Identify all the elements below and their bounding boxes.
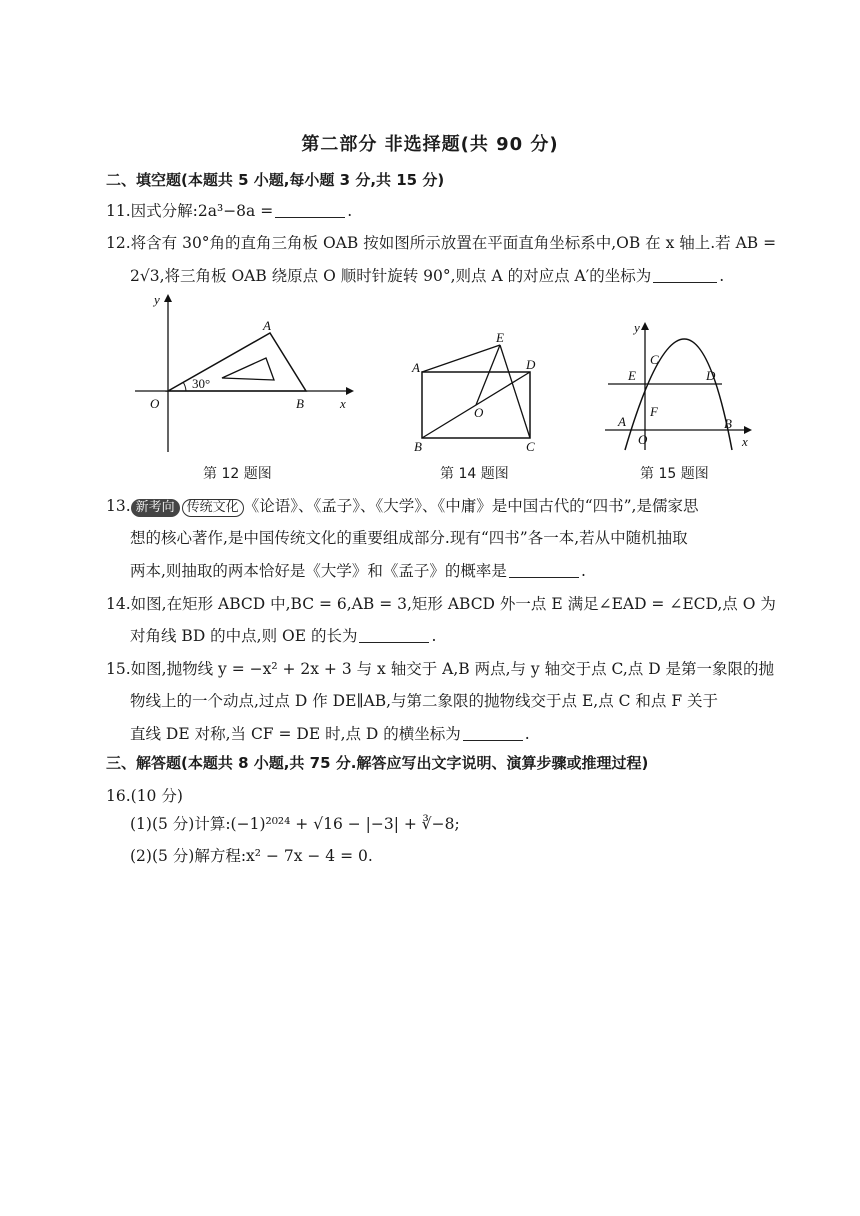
question-16-part1: (1)(5 分)计算:(−1)²⁰²⁴ + √16 − |−3| + ∛−8;	[130, 815, 460, 833]
figure-12	[130, 290, 360, 460]
question-16-part2: (2)(5 分)解方程:x² − 7x − 4 = 0.	[130, 847, 373, 865]
question-15-line3	[130, 724, 530, 744]
question-13-text-end: 两本,则抽取的两本恰好是《大学》和《孟子》的概率是	[130, 562, 507, 580]
question-12-line1: 12.将含有 30°角的直角三角板 OAB 按如图所示放置在平面直角坐标系中,OB 在 x 轴上.若 AB =	[106, 234, 777, 252]
section-fill-in-heading: 二、填空题(本题共 5 小题,每小题 3 分,共 15 分)	[106, 171, 445, 189]
question-11-text: 11.因式分解:2a³−8a =	[106, 202, 274, 220]
fig14-point-d: D	[526, 357, 536, 372]
fig12-angle-label: 30°	[192, 376, 211, 391]
question-11-end: .	[347, 202, 353, 220]
fig14-point-c: C	[526, 439, 535, 454]
fig14-point-b: B	[414, 439, 422, 454]
question-14-end: .	[431, 627, 437, 645]
question-16-head: 16.(10 分)	[106, 787, 183, 805]
tag-traditional-culture: 传统文化	[182, 499, 244, 517]
figure-12-caption: 第 12 题图	[203, 466, 272, 482]
question-14-line1: 14.如图,在矩形 ABCD 中,BC = 6,AB = 3,矩形 ABCD 外一点 E 满足∠EAD = ∠ECD,点 O 为	[106, 595, 776, 613]
question-13-line2: 想的核心著作,是中国传统文化的重要组成部分.现有“四书”各一本,若从中随机抽取	[130, 529, 688, 547]
fig14-point-o: O	[474, 405, 484, 420]
fig15-point-b: B	[724, 416, 732, 431]
section-solutions-heading: 三、解答题(本题共 8 小题,共 75 分.解答应写出文字说明、演算步骤或推理过程)	[106, 754, 649, 772]
fig15-point-c: C	[650, 352, 659, 367]
tag-new-direction: 新考向	[131, 499, 180, 517]
fig12-point-b: B	[296, 396, 304, 411]
question-13-number: 13.	[106, 497, 131, 515]
fig15-x-label: x	[742, 434, 748, 449]
question-12-end: .	[719, 267, 725, 285]
fig15-y-label: y	[634, 320, 640, 335]
question-13-end: .	[580, 562, 586, 580]
fig12-point-o: O	[150, 396, 160, 411]
fig15-point-e: E	[628, 368, 636, 383]
question-14-text: 对角线 BD 的中点,则 OE 的长为	[130, 627, 358, 645]
figure-15-caption: 第 15 题图	[640, 466, 709, 482]
answer-blank-11[interactable]	[275, 203, 345, 218]
figure-14	[410, 325, 550, 455]
question-15-line1: 15.如图,抛物线 y = −x² + 2x + 3 与 x 轴交于 A,B 两点,与 y 轴交于点 C,点 D 是第一象限的抛	[106, 660, 775, 678]
fig14-point-a: A	[412, 360, 420, 375]
answer-blank-15[interactable]	[463, 726, 523, 741]
page-title: 第二部分 非选择题(共 90 分)	[301, 134, 559, 155]
answer-blank-14[interactable]	[359, 628, 429, 643]
question-12-text: 2√3,将三角板 OAB 绕原点 O 顺时针旋转 90°,则点 A 的对应点 A′的坐标为	[130, 267, 652, 285]
question-15-line2: 物线上的一个动点,过点 D 作 DE∥AB,与第二象限的抛物线交于点 E,点 C 和点 F 关于	[130, 692, 719, 710]
question-12-line2	[130, 266, 724, 286]
question-11	[106, 201, 352, 221]
answer-blank-12[interactable]	[653, 268, 717, 283]
answer-blank-13[interactable]	[509, 563, 579, 578]
fig15-point-a: A	[618, 414, 626, 429]
question-14-line2	[130, 626, 436, 646]
question-13-line1	[106, 496, 698, 517]
question-15-end: .	[524, 725, 530, 743]
figure-14-caption: 第 14 题图	[440, 466, 509, 482]
fig15-point-f: F	[650, 404, 658, 419]
fig12-y-label: y	[154, 292, 160, 307]
fig12-point-a: A	[263, 318, 271, 333]
figure-15	[600, 318, 755, 453]
question-15-text: 直线 DE 对称,当 CF = DE 时,点 D 的横坐标为	[130, 725, 461, 743]
fig14-point-e: E	[496, 330, 504, 345]
question-13-line3	[130, 561, 586, 581]
fig12-x-label: x	[340, 396, 346, 411]
fig15-point-d: D	[706, 368, 716, 383]
question-13-text: 《论语》、《孟子》、《大学》、《中庸》是中国古代的“四书”,是儒家思	[243, 497, 699, 515]
fig15-point-o: O	[638, 432, 648, 447]
